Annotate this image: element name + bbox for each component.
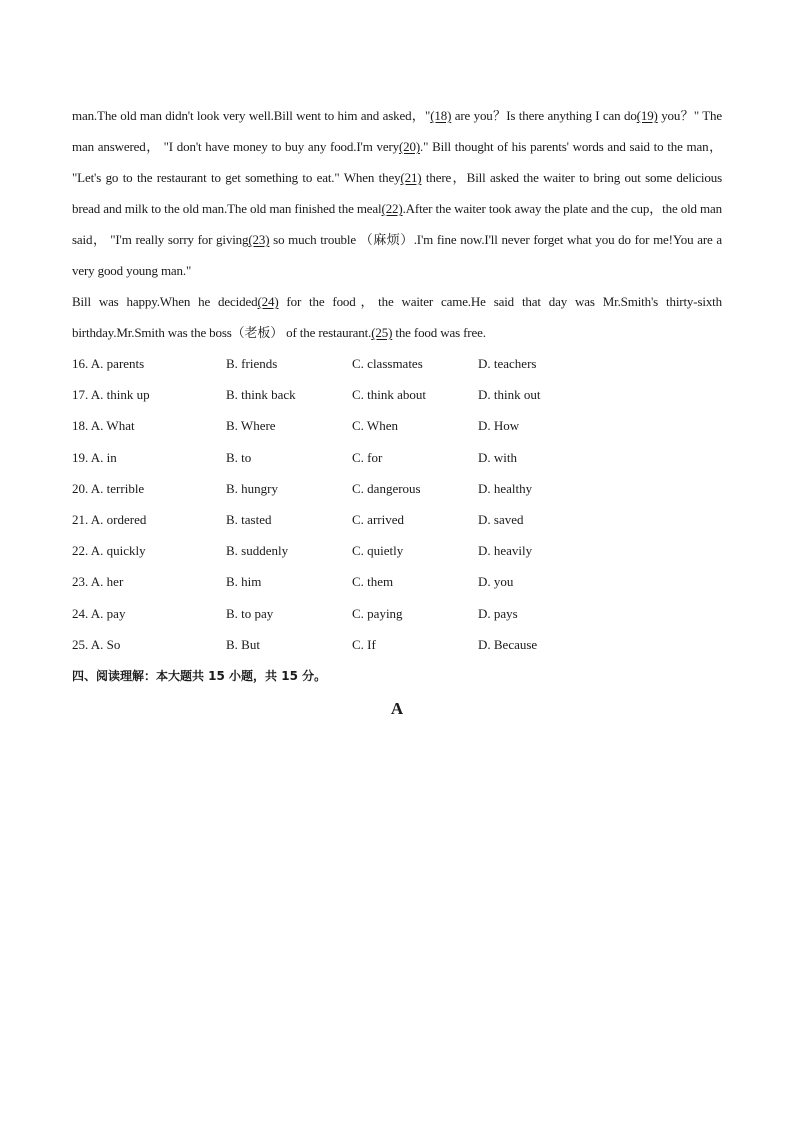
blank-19: (19) — [636, 108, 658, 123]
question-row-20 — [72, 473, 722, 504]
option-b: B. to — [226, 449, 252, 465]
option-b: B. him — [226, 574, 262, 590]
blank-24: (24) — [257, 294, 279, 309]
option-d: D. saved — [478, 511, 524, 527]
option-a: 21. A. ordered — [72, 511, 147, 527]
option-d: D. think out — [478, 387, 541, 403]
option-b: B. tasted — [226, 511, 272, 527]
passage-text: there，Bill asked the waiter to bring out some delicious bread and milk to the old man.The old man finished the meal — [72, 170, 722, 216]
option-c: C. classmates — [352, 356, 423, 371]
passage-letter-heading: A — [390, 698, 404, 718]
passage-text: man.The old man didn't look very well.Bill went to him and asked，" — [72, 108, 431, 123]
exam-page — [72, 100, 722, 719]
option-b: B. suddenly — [226, 543, 289, 559]
option-d: D. teachers — [478, 356, 537, 371]
option-b: B. think back — [226, 387, 296, 403]
option-c: C. arrived — [352, 511, 404, 527]
option-d: D. with — [478, 449, 517, 465]
question-options-list — [72, 348, 722, 660]
blank-22: (22) — [381, 201, 403, 216]
option-a: 18. A. What — [72, 418, 135, 434]
question-row-22 — [72, 535, 722, 566]
option-a: 24. A. pay — [72, 605, 126, 621]
passage-paragraph-2 — [72, 286, 722, 348]
option-a: 20. A. terrible — [72, 480, 145, 496]
option-a: 17. A. think up — [72, 387, 150, 403]
question-row-16 — [72, 348, 722, 379]
option-c: C. for — [352, 449, 383, 465]
blank-25: (25) — [371, 325, 393, 340]
passage-text: are you？Is there anything I can do — [451, 108, 637, 123]
question-row-21 — [72, 504, 722, 535]
blank-21: (21) — [400, 170, 422, 185]
option-d: D. How — [478, 418, 520, 434]
option-b: B. to pay — [226, 605, 274, 621]
option-b: B. Where — [226, 418, 276, 434]
passage-text: the food was free. — [392, 325, 486, 340]
passage-text: ." Bill thought of his parents' words and said to the man， "Let's go to the restaurant to get something to eat." When they — [72, 139, 722, 185]
option-b: B. But — [226, 636, 260, 652]
blank-18: (18) — [430, 108, 452, 123]
question-row-17 — [72, 379, 722, 410]
passage-text: you？" The man answered， "I don't have money to buy any food.I'm very — [72, 108, 722, 154]
option-a: 23. A. her — [72, 574, 124, 590]
option-c: C. think about — [352, 387, 427, 403]
option-c: C. quietly — [352, 543, 404, 559]
question-row-23 — [72, 566, 722, 597]
option-c: C. When — [352, 418, 398, 434]
passage-text: for the food，the waiter came.He said that day was Mr.Smith's thirty-sixth birthday.Mr.Smith was the boss（老板） of the restaurant. — [72, 294, 722, 340]
passage-text: .After the waiter took away the plate and the cup，the old man said， "I'm really sorry for giving — [72, 201, 722, 247]
section-heading: 四、阅读理解：本大题共 15 小题，共 15 分。 — [72, 668, 327, 683]
option-a: 22. A. quickly — [72, 543, 146, 559]
blank-23: (23) — [248, 232, 270, 247]
option-a: 16. A. parents — [72, 356, 145, 371]
question-row-25 — [72, 629, 722, 660]
passage-text: so much trouble （麻烦）.I'm fine now.I'll never forget what you do for me!You are a very good young man." — [72, 232, 722, 278]
option-b: B. friends — [226, 356, 278, 371]
option-d: D. Because — [478, 636, 538, 652]
option-d: D. healthy — [478, 480, 533, 496]
option-b: B. hungry — [226, 480, 278, 496]
option-c: C. If — [352, 636, 376, 652]
question-row-18 — [72, 410, 722, 441]
question-row-19 — [72, 442, 722, 473]
passage-paragraph-1 — [72, 100, 722, 286]
option-d: D. you — [478, 574, 514, 590]
option-c: C. paying — [352, 605, 403, 621]
option-d: D. pays — [478, 605, 518, 621]
blank-20: (20) — [398, 139, 421, 154]
option-a: 19. A. in — [72, 449, 117, 465]
option-a: 25. A. So — [72, 636, 121, 652]
option-c: C. them — [352, 574, 394, 590]
option-c: C. dangerous — [352, 480, 421, 496]
option-d: D. heavily — [478, 543, 533, 559]
question-row-24 — [72, 598, 722, 629]
passage-text: Bill was happy.When he decided — [72, 294, 258, 309]
